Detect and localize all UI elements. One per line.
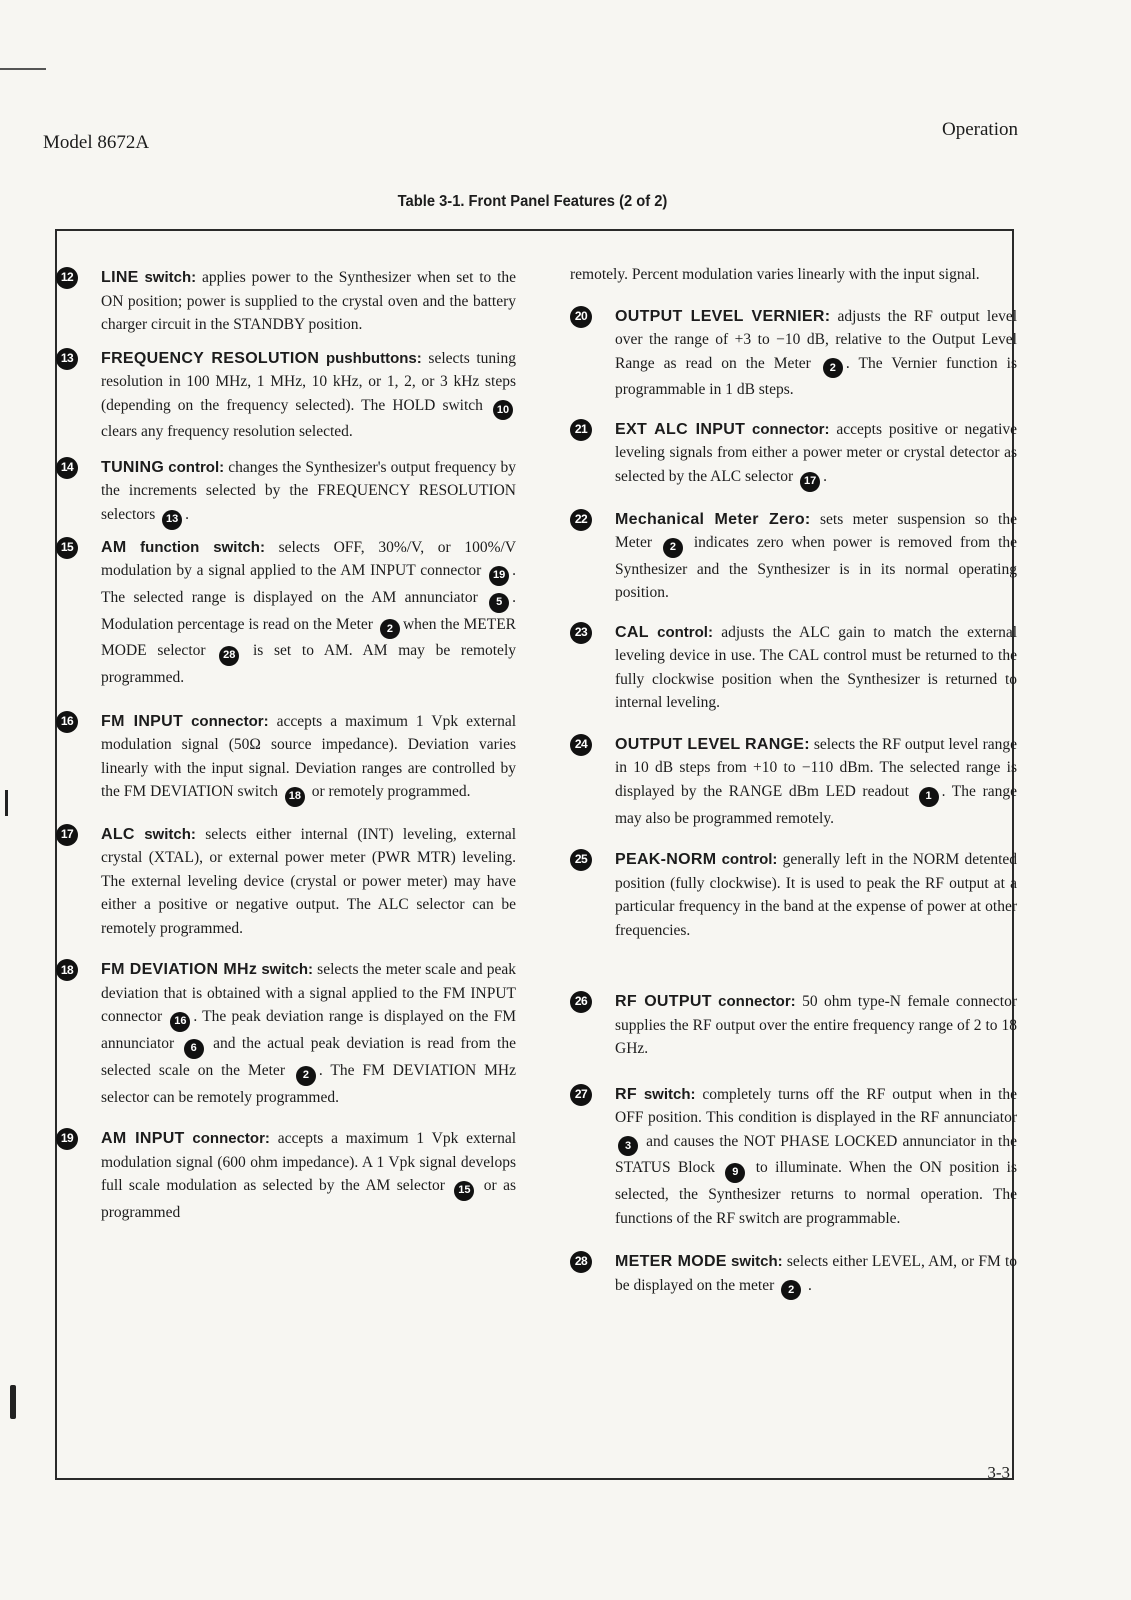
entry-text: . (185, 505, 189, 523)
entry-14 (56, 456, 516, 530)
entry-text: . (808, 1276, 812, 1294)
entry-text: generally left in the NORM detented position (fully clockwise). It is used to peak the RF output at a particular frequency in the band at the expense of power at other frequencies. (615, 851, 1018, 939)
reference-badge-icon: 17 (800, 472, 820, 492)
entry-text: . The Vernier function is programmable in 1 dB steps. (615, 354, 1017, 399)
entry-text: selects either LEVEL, AM, or FM to be displayed on the meter (615, 1253, 1017, 1294)
entry-13 (56, 347, 516, 444)
entry-name: FREQUENCY RESOLUTION (101, 349, 320, 367)
entry-25 (570, 848, 1017, 942)
entry-text: . (823, 467, 827, 485)
entry-text: selects OFF, 30%/V, or 100%/V modulation by a signal applied to the AM INPUT connector (101, 538, 517, 579)
right-column (570, 263, 1017, 1300)
section-header: Operation (942, 119, 1018, 140)
entry-name: AM INPUT (101, 1130, 185, 1147)
badge-icon: 18 (56, 959, 78, 981)
reference-badge-icon: 16 (170, 1012, 190, 1032)
continuation-text: remotely. Percent modulation varies linearly with the input signal. (570, 266, 980, 283)
reference-badge-icon: 3 (618, 1136, 638, 1156)
scan-mark (0, 68, 46, 70)
badge-icon: 27 (570, 1084, 592, 1106)
entry-19 (56, 1127, 516, 1224)
entry-text: . The range may also be programmed remotely. (615, 782, 1017, 827)
entry-type: switch: (144, 825, 196, 843)
entry-text: applies power to the Synthesizer when set to the ON position; power is supplied to the crystal oven and the battery charger circuit in the STANDBY position. (101, 269, 517, 333)
entry-type: control: (721, 851, 778, 868)
entry-name: EXT ALC INPUT (615, 420, 746, 438)
badge-icon: 21 (570, 419, 592, 441)
entry-text: accepts a maximum 1 Vpk external modulation signal (600 ohm impedance). A 1 Vpk signal develops full scale modulation as selected by the AM selector (101, 1130, 517, 1194)
entry-text: clears any frequency resolution selected. (101, 423, 353, 441)
entry-text: . Modulation percentage is read on the Meter (101, 588, 516, 633)
badge-icon: 28 (570, 1251, 592, 1273)
entry-22 (570, 508, 1017, 605)
entry-type: pushbuttons: (325, 349, 422, 367)
entry-type: control: (168, 458, 225, 476)
entry-type: function switch: (140, 538, 265, 556)
badge-icon: 22 (570, 509, 592, 531)
entry-text: 50 ohm type-N female connector supplies the RF output over the entire frequency range of 2 to 18 GHz. (615, 993, 1017, 1057)
reference-badge-icon: 15 (454, 1181, 474, 1201)
reference-badge-icon: 6 (184, 1039, 204, 1059)
entry-type: control: (657, 623, 713, 641)
entry-text: . The FM DEVIATION MHz selector can be remotely programmed. (101, 1061, 517, 1106)
entry-text: adjusts the RF output level over the range of +3 to −10 dB, relative to the Output Level Range as read on the Meter (615, 307, 1018, 372)
reference-badge-icon: 19 (489, 566, 509, 586)
entry-name: RF OUTPUT (615, 993, 712, 1010)
entry-text: or as programmed (101, 1177, 517, 1221)
reference-badge-icon: 5 (489, 593, 509, 613)
entry-text: selects either internal (INT) leveling, external crystal (XTAL), or external power meter (PWR MTR) leveling. The external leveling device (crystal or power meter) may have either a positive or negative output. The ALC selector can be remotely programmed. (101, 825, 516, 937)
entry-text: selects the RF output level range in 10 dB steps from +10 to −110 dBm. The selected range is displayed by the RANGE dBm LED readout (615, 735, 1017, 800)
badge-icon: 19 (56, 1128, 78, 1150)
model-header: Model 8672A (43, 132, 150, 153)
entry-27 (570, 1083, 1017, 1231)
reference-badge-icon: 2 (296, 1066, 316, 1086)
entry-text: is set to AM. AM may be remotely programmed. (101, 642, 516, 686)
reference-badge-icon: 28 (219, 646, 239, 666)
entry-text: . The selected range is displayed on the AM annunciator (101, 562, 516, 606)
entry-24 (570, 733, 1017, 830)
entry-text: selects tuning resolution in 100 MHz, 1 MHz, 10 kHz, or 1, 2, or 3 kHz steps (depending on the frequency selected). The HOLD switch (101, 349, 516, 414)
entry-type: switch: (643, 1085, 696, 1103)
entry-text: accepts positive or negative leveling signals from either a power meter or crystal detector as selected by the ALC selector (615, 420, 1018, 485)
reference-badge-icon: 13 (162, 510, 182, 530)
entry-text: selects the meter scale and peak deviation that is obtained with a signal applied to the FM INPUT connector (101, 961, 517, 1026)
entry-text: accepts a maximum 1 Vpk external modulation signal (50Ω source impedance). Deviation varies linearly with the input signal. Deviation ranges are controlled by the FM DEVIATION switch (101, 712, 517, 800)
reference-badge-icon: 9 (725, 1163, 745, 1183)
entry-name: METER MODE (615, 1253, 727, 1270)
entry-type: connector: (718, 993, 796, 1010)
badge-icon: 26 (570, 991, 592, 1013)
entry-name: OUTPUT LEVEL VERNIER: (615, 307, 831, 325)
entry-text: sets meter suspension so the Meter (615, 510, 1017, 551)
entry-name: PEAK-NORM (615, 851, 717, 868)
entry-type: switch: (261, 961, 313, 979)
scan-mark (10, 1385, 16, 1419)
table-title: Table 3-1. Front Panel Features (2 of 2) (397, 193, 668, 210)
entry-name: ALC (101, 825, 135, 843)
badge-icon: 15 (56, 537, 78, 559)
left-column (56, 266, 516, 1224)
entry-name: CAL (615, 623, 649, 641)
reference-badge-icon: 2 (823, 358, 843, 378)
badge-icon: 14 (56, 457, 78, 479)
reference-badge-icon: 10 (493, 400, 513, 420)
entry-20 (570, 305, 1017, 402)
entry-text: to illuminate. When the ON position is selected, the Synthesizer returns to normal operation. The functions of the RF switch are programmable. (615, 1159, 1017, 1227)
entry-15 (56, 536, 516, 690)
badge-icon: 20 (570, 306, 592, 328)
entry-text: changes the Synthesizer's output frequency by the increments selected by the FREQUENCY RESOLUTION selectors (101, 458, 517, 523)
entry-26 (570, 990, 1017, 1061)
entry-name: LINE (101, 269, 139, 286)
entry-type: connector: (191, 712, 269, 730)
entry-name: RF (615, 1085, 637, 1103)
badge-icon: 17 (56, 824, 78, 846)
entry-name: AM (101, 538, 127, 556)
entry-name: Mechanical Meter Zero: (615, 510, 811, 528)
entry-name: FM INPUT (101, 712, 184, 730)
entry-16 (56, 710, 516, 807)
entry-text: and causes the NOT PHASE LOCKED annunciator in the STATUS Block (615, 1132, 1017, 1177)
entry-type: switch: (144, 269, 197, 286)
entry-12 (56, 266, 516, 337)
entry-text: adjusts the ALC gain to match the external leveling device in use. The CAL control must be returned to the fully clockwise position when the Synthesizer is returned to internal leveling. (615, 623, 1018, 712)
badge-icon: 12 (56, 267, 78, 289)
entry-text: . The peak deviation range is displayed on the FM annunciator (101, 1008, 517, 1052)
entry-type: connector: (192, 1130, 270, 1147)
entry-23 (570, 621, 1017, 715)
badge-icon: 23 (570, 622, 592, 644)
page-number: 3-3 (987, 1463, 1010, 1482)
reference-badge-icon: 2 (781, 1280, 801, 1300)
entry-text: indicates zero when power is removed from the Synthesizer and the Synthesizer is in its normal operating position. (615, 534, 1018, 602)
entry-type: switch: (730, 1253, 783, 1270)
entry-text: completely turns off the RF output when in the OFF position. This condition is displayed in the RF annunciator (615, 1085, 1018, 1126)
entry-name: FM DEVIATION MHz (101, 961, 258, 979)
entry-21 (570, 418, 1017, 492)
entry-name: OUTPUT LEVEL RANGE: (615, 735, 810, 753)
entry-text: or remotely programmed. (311, 783, 471, 800)
badge-icon: 16 (56, 711, 78, 733)
reference-badge-icon: 2 (663, 538, 683, 558)
entry-name: TUNING (101, 458, 165, 476)
entry-18 (56, 958, 516, 1109)
entry-type: connector: (752, 420, 830, 438)
entry-28 (570, 1250, 1017, 1300)
scan-mark (5, 790, 8, 816)
badge-icon: 25 (570, 849, 592, 871)
reference-badge-icon: 18 (285, 787, 305, 807)
reference-badge-icon: 1 (919, 787, 939, 807)
entry-17 (56, 823, 516, 941)
reference-badge-icon: 2 (380, 619, 400, 639)
badge-icon: 13 (56, 348, 78, 370)
entry-text: when the METER MODE selector (101, 615, 516, 660)
entry-text: and the actual peak deviation is read from the selected scale on the Meter (101, 1035, 516, 1079)
badge-icon: 24 (570, 734, 592, 756)
